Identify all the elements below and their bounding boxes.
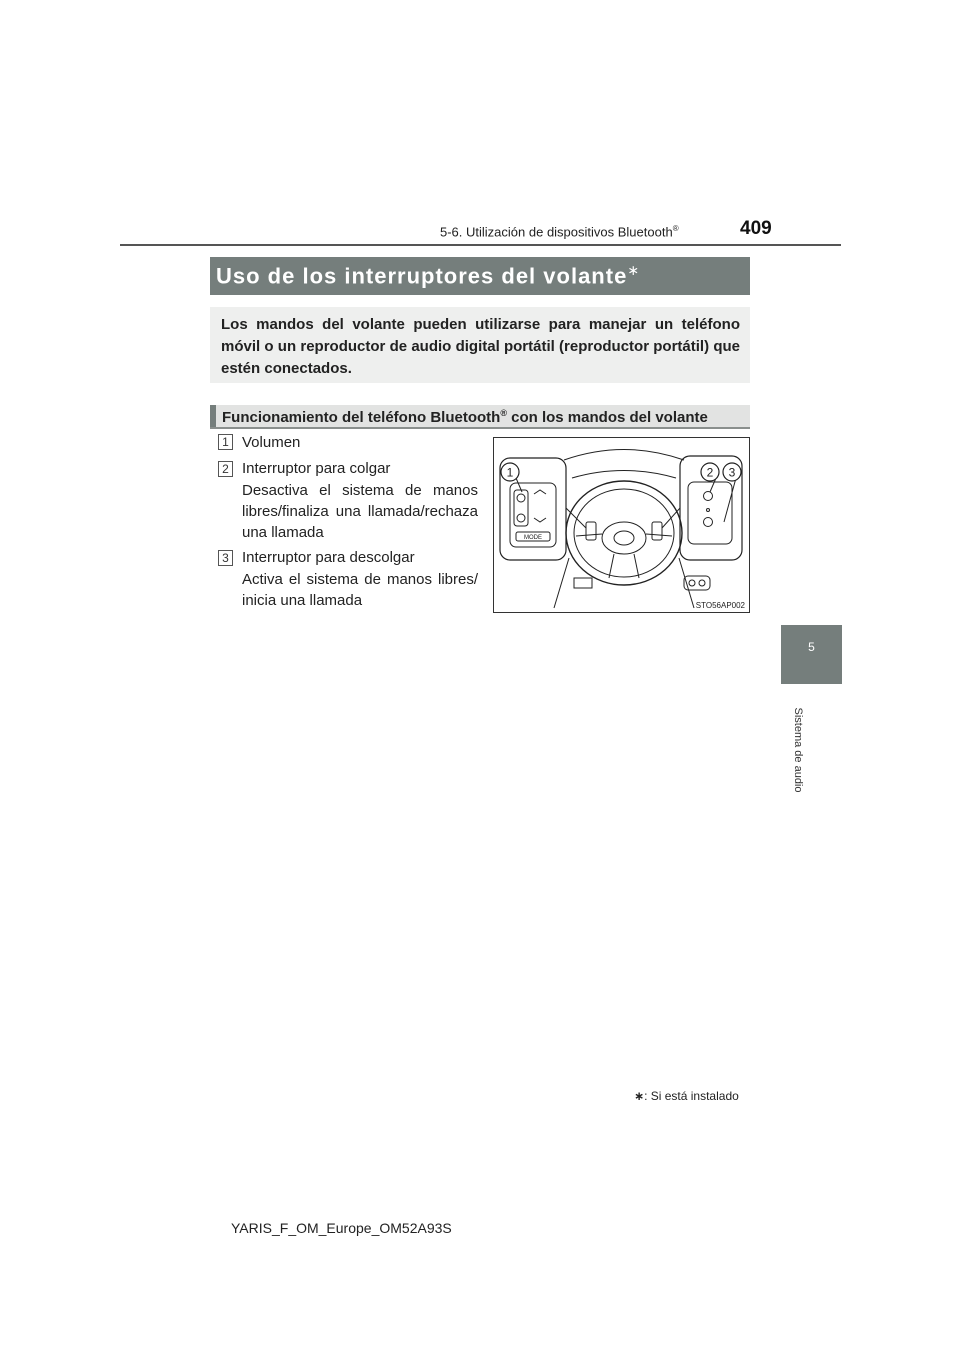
footnote: ∗: Si está instalado bbox=[634, 1089, 739, 1103]
illustration-code: STO56AP002 bbox=[695, 601, 745, 610]
section-title: 5-6. Utilización de dispositivos Bluetooth® bbox=[440, 224, 679, 240]
item-description: Activa el sistema de manos libres/ inicia una llamada bbox=[242, 571, 478, 609]
item-title: Interruptor para colgar bbox=[242, 460, 391, 477]
page-number: 409 bbox=[740, 218, 772, 239]
chapter-tab bbox=[781, 625, 842, 684]
steering-wheel-drawing bbox=[494, 438, 749, 612]
chapter-number: 5 bbox=[808, 640, 815, 654]
callout-3-label: 3 bbox=[728, 465, 736, 480]
item-title: Volumen bbox=[242, 434, 301, 451]
item-number: 3 bbox=[218, 550, 233, 566]
header-rule bbox=[120, 244, 841, 246]
callout-1-label: 1 bbox=[506, 465, 514, 480]
steering-wheel-illustration bbox=[493, 437, 750, 613]
subheading-rule bbox=[210, 427, 750, 429]
callout-2-label: 2 bbox=[706, 465, 714, 480]
mode-button-label: MODE bbox=[524, 535, 542, 541]
chapter-label: Sistema de audio bbox=[792, 707, 804, 793]
item-title: Interruptor para descolgar bbox=[242, 549, 415, 566]
item-description: Desactiva el sistema de manos libres/finaliza una llamada/rechaza una llamada bbox=[242, 482, 478, 541]
item-number: 2 bbox=[218, 461, 233, 477]
intro-text: Los mandos del volante pueden utilizarse para manejar un teléfono móvil o un reproductor de audio digital portátil (reproductor portátil) que estén conectados. bbox=[221, 316, 740, 377]
page-title: Uso de los interruptores del volante∗ bbox=[216, 262, 641, 289]
document-id: YARIS_F_OM_Europe_OM52A93S bbox=[231, 1220, 452, 1236]
item-number: 1 bbox=[218, 434, 233, 450]
subheading: Funcionamiento del teléfono Bluetooth® con los mandos del volante bbox=[222, 408, 708, 426]
